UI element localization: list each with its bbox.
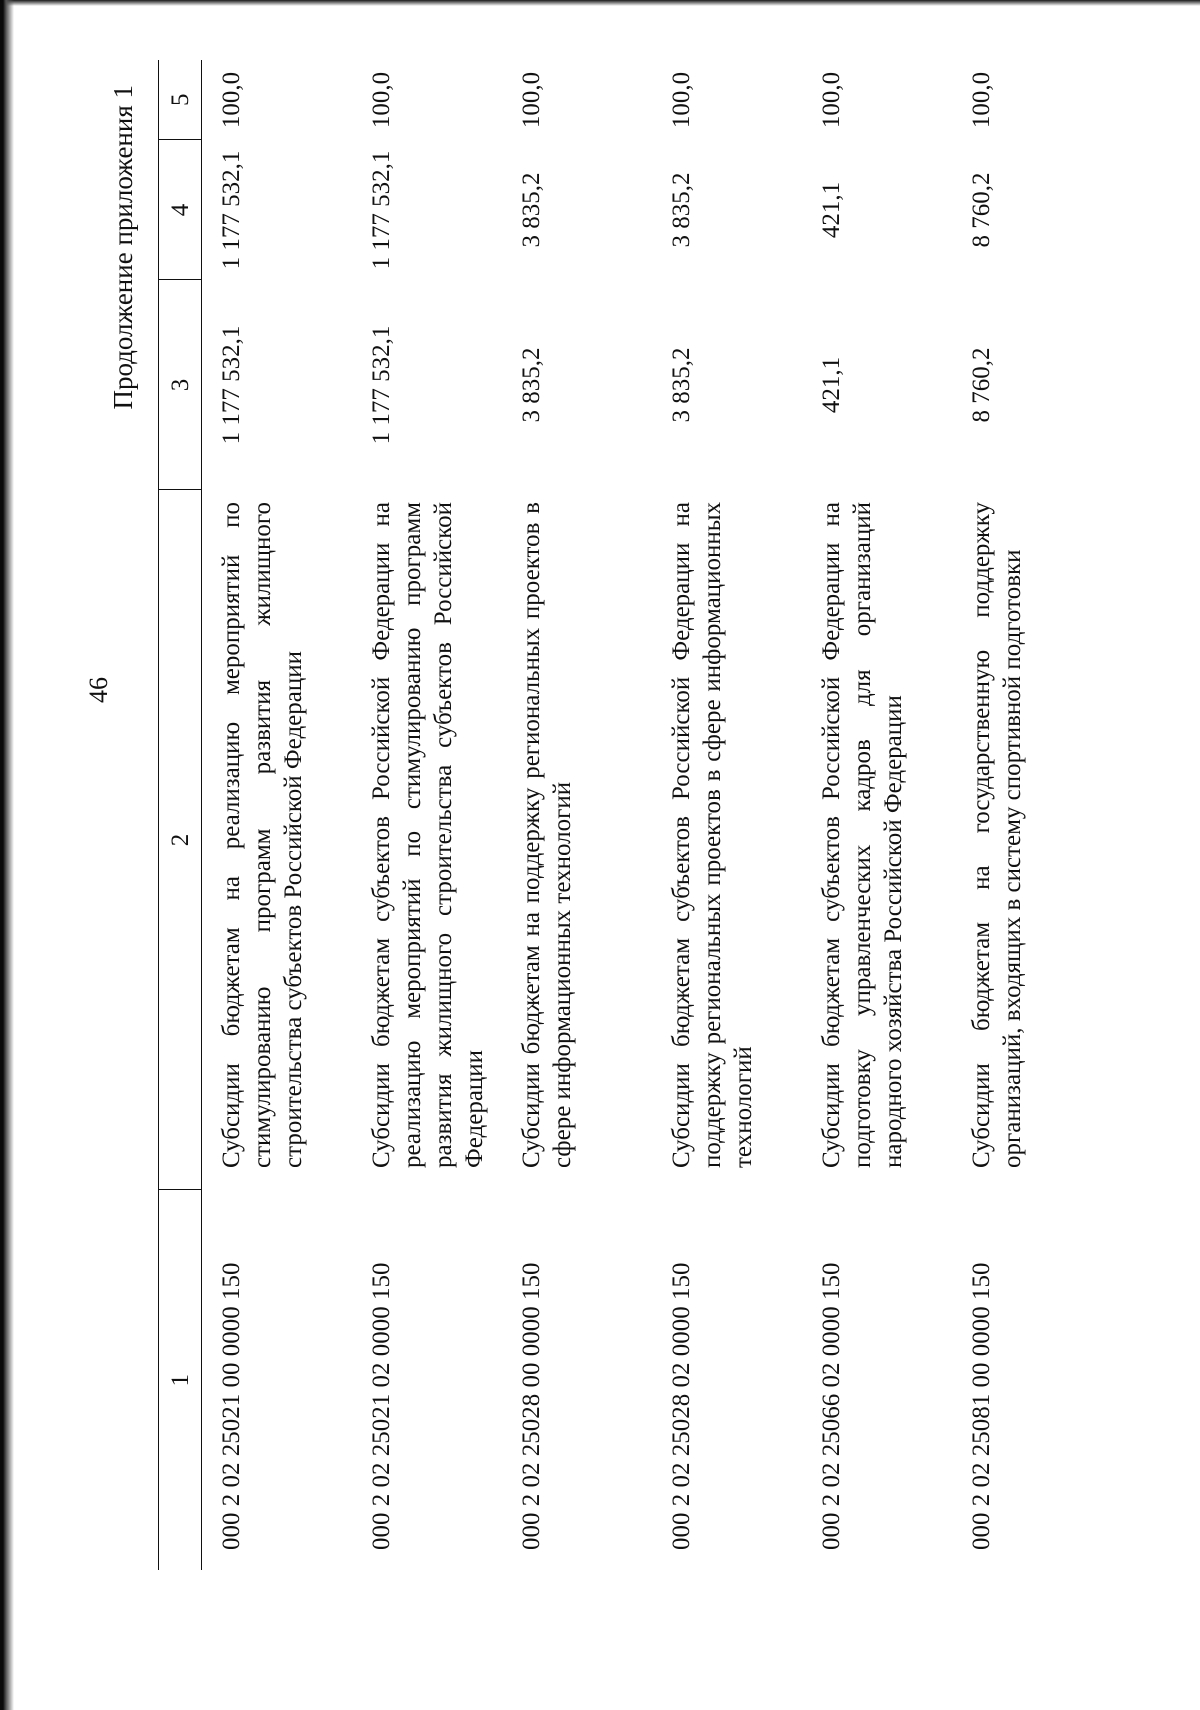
row-description: Субсидии бюджетам субъектов Российской Федерации на подготовку управленческих кадров для организаций народного хозяйства Российской Федерации	[817, 502, 907, 1168]
executed-amount: 421,1	[817, 181, 845, 239]
execution-percent: 100,0	[218, 71, 245, 129]
row-description: Субсидии бюджетам субъектов Российской Федерации на реализацию мероприятий по стимулированию программ развития жилищного строительства субъектов Российской Федерации	[367, 502, 488, 1168]
budget-code: 000 2 02 25028 00 0000 150	[517, 1262, 545, 1550]
executed-amount: 3 835,2	[517, 172, 545, 248]
row-description: Субсидии бюджетам субъектов Российской Федерации на поддержку региональных проектов в сфере информационных технологий	[667, 502, 757, 1168]
continuation-label: Продолжение приложения 1	[108, 85, 138, 410]
row-description: Субсидии бюджетам на реализацию мероприятий по стимулированию программ развития жилищного строительства субъектов Российской Федерации	[218, 502, 307, 1168]
execution-percent: 100,0	[517, 71, 545, 129]
execution-percent: 100,0	[817, 71, 845, 129]
row-description: Субсидии бюджетам на государственную поддержку организаций, входящих в систему спортивной подготовки	[967, 502, 1026, 1168]
planned-amount: 3 835,2	[667, 347, 695, 423]
planned-amount: 421,1	[817, 356, 845, 414]
execution-percent: 100,0	[367, 71, 395, 129]
budget-code: 000 2 02 25021 00 0000 150	[218, 1262, 245, 1550]
table-row	[202, 60, 352, 1570]
page-number: 46	[84, 677, 113, 703]
table-row	[502, 60, 652, 1570]
column-header-3: 3	[159, 280, 202, 490]
column-header-1: 1	[159, 1190, 202, 1570]
planned-amount: 1 177 532,1	[367, 325, 395, 445]
planned-amount: 3 835,2	[517, 347, 545, 423]
table-row	[352, 60, 502, 1570]
budget-code: 000 2 02 25021 02 0000 150	[367, 1262, 395, 1550]
table-row	[952, 60, 1102, 1570]
appendix-table	[158, 60, 1102, 1570]
table-row	[652, 60, 802, 1570]
budget-code: 000 2 02 25081 00 0000 150	[967, 1262, 995, 1550]
execution-percent: 100,0	[967, 71, 995, 129]
executed-amount: 3 835,2	[667, 172, 695, 248]
execution-percent: 100,0	[667, 71, 695, 129]
executed-amount: 8 760,2	[967, 172, 995, 248]
planned-amount: 8 760,2	[967, 347, 995, 423]
planned-amount: 1 177 532,1	[218, 325, 245, 445]
column-header-5: 5	[159, 60, 202, 140]
table-row	[802, 60, 952, 1570]
column-header-2: 2	[159, 490, 202, 1190]
budget-code: 000 2 02 25028 02 0000 150	[667, 1262, 695, 1550]
row-description: Субсидии бюджетам на поддержку региональных проектов в сфере информационных технологий	[517, 502, 576, 1168]
column-header-4: 4	[159, 140, 202, 280]
executed-amount: 1 177 532,1	[367, 150, 395, 270]
executed-amount: 1 177 532,1	[218, 150, 245, 270]
budget-code: 000 2 02 25066 02 0000 150	[817, 1262, 845, 1550]
table-header-row	[159, 60, 202, 1570]
